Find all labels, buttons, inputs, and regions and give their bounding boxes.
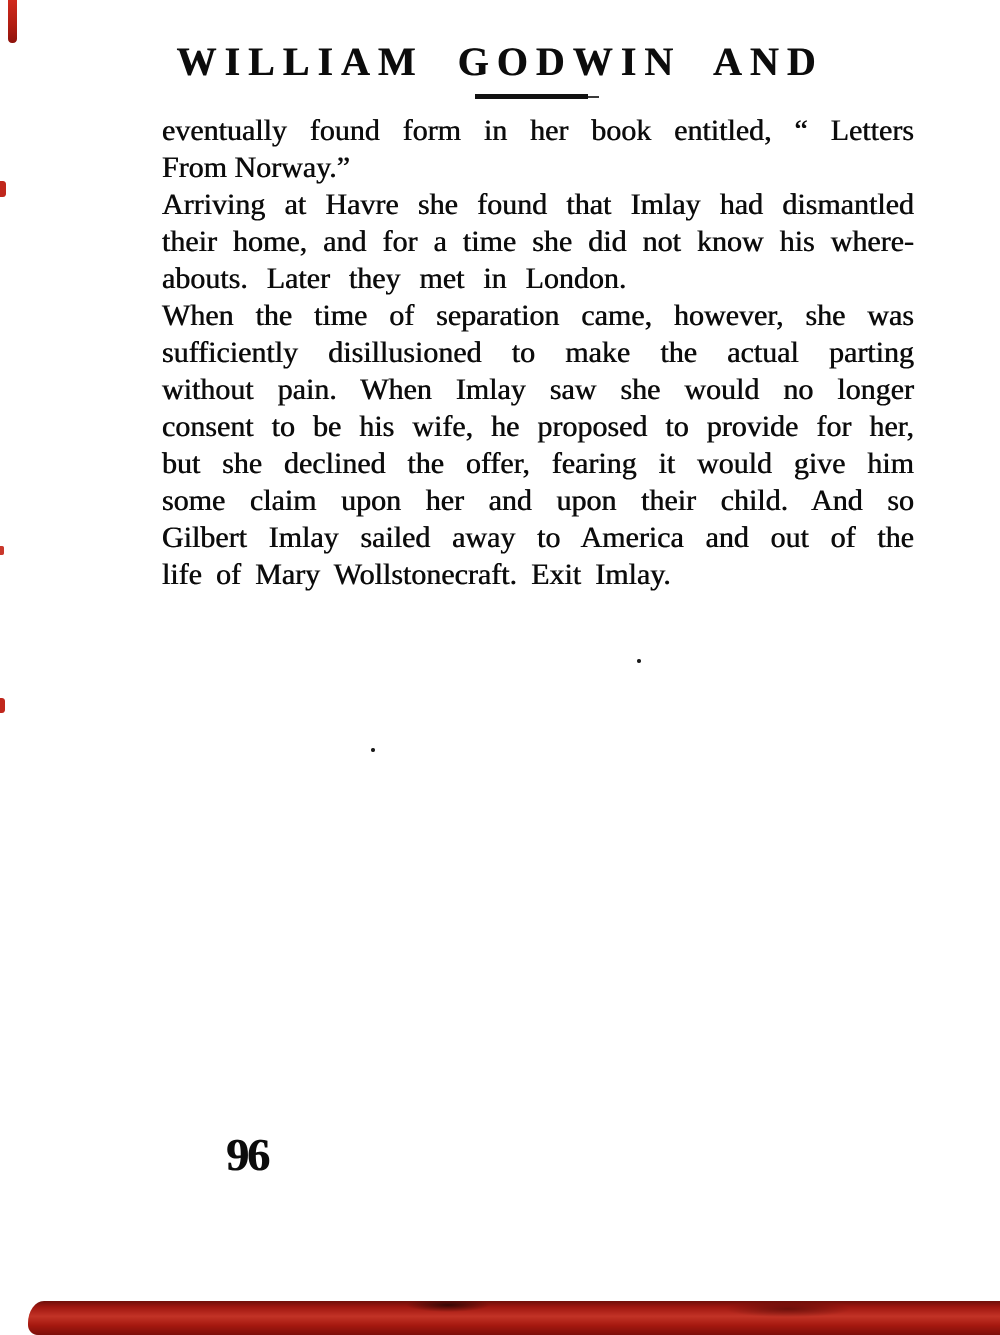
header-rule-tail	[588, 96, 599, 98]
scan-artifact-red-tick	[0, 698, 5, 713]
text-line: Gilbert Imlay sailed away to America and out of the	[162, 521, 914, 554]
text-line: When the time of separation came, however, she was	[162, 299, 914, 332]
text-line: Arriving at Havre she found that Imlay had dismantled	[162, 188, 914, 221]
scan-artifact-red-tick	[0, 546, 4, 555]
ink-speck	[637, 659, 641, 663]
text-line: From Norway.”	[162, 151, 351, 184]
text-line: consent to be his wife, he proposed to provide for her,	[162, 410, 914, 443]
page-number: 96	[226, 1129, 268, 1180]
body-text-block	[162, 112, 914, 593]
text-line: without pain. When Imlay saw she would no longer	[162, 373, 914, 406]
text-line: some claim upon her and upon their child. And so	[162, 484, 914, 517]
text-line: sufficiently disillusioned to make the actual parting	[162, 336, 914, 369]
ink-speck	[371, 748, 375, 752]
text-line: eventually found form in her book entitled, “ Letters	[162, 114, 914, 147]
header-rule	[475, 94, 588, 99]
scan-artifact-red-tick	[0, 181, 6, 197]
text-line: abouts. Later they met in London.	[162, 262, 627, 295]
running-head: WILLIAM GODWIN AND	[176, 39, 824, 84]
text-line: life of Mary Wollstonecraft. Exit Imlay.	[162, 558, 671, 591]
scan-artifact-red-bar	[8, 0, 17, 43]
text-line: but she declined the offer, fearing it would give him	[162, 447, 914, 480]
scan-artifact-red-band	[28, 1301, 1000, 1335]
text-line: their home, and for a time she did not know his where-	[162, 225, 914, 258]
